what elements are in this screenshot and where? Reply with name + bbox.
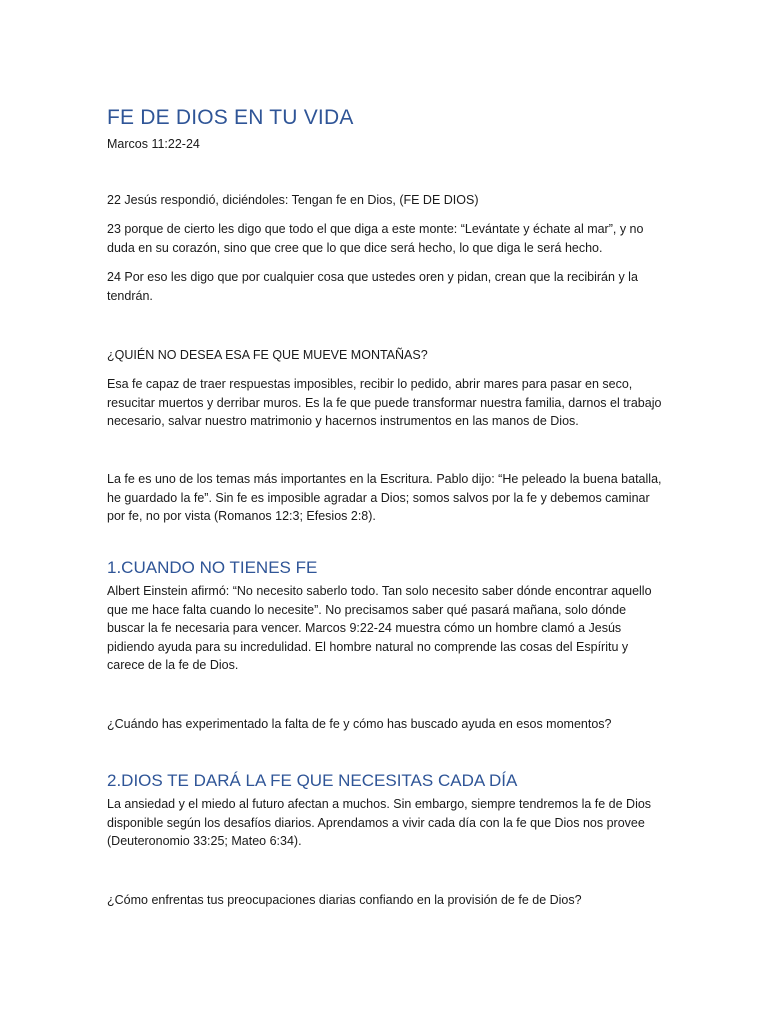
verse-24: 24 Por eso les digo que por cualquier cosa que ustedes oren y pidan, crean que la recibirán y la tendrán. — [107, 270, 638, 303]
scripture-reference: Marcos 11:22-24 — [107, 137, 200, 151]
section-body: Albert Einstein afirmó: “No necesito saberlo todo. Tan solo necesito saber dónde encontrar aquello que me hace falta cuando lo necesite”. No precisamos saber qué pasará mañana, solo dónde buscar la fe necesaria para vencer. Marcos 9:22-24 muestra cómo un hombre clamó a Jesús pidiendo ayuda para su incredulidad. El hombre natural no comprende las cosas del Espíritu y carece de la fe de Dios. — [107, 584, 652, 672]
section-question: ¿Cómo enfrentas tus preocupaciones diarias confiando en la provisión de fe de Dios? — [107, 893, 582, 907]
section-question: ¿Cuándo has experimentado la falta de fe y cómo has buscado ayuda en esos momentos? — [107, 717, 612, 731]
section-heading: 2.DIOS TE DARÁ LA FE QUE NECESITAS CADA DÍA — [107, 771, 518, 790]
verse-23: 23 porque de cierto les digo que todo el que diga a este monte: “Levántate y échate al mar”, y no duda en su corazón, sino que cree que lo que dice será hecho, lo que diga le será hecho. — [107, 222, 644, 255]
intro-paragraph: La fe es uno de los temas más importantes en la Escritura. Pablo dijo: “He peleado la buena batalla, he guardado la fe”. Sin fe es imposible agradar a Dios; somos salvos por la fe y debemos caminar por fe, no por vista (Romanos 12:3; Efesios 2:8). — [107, 472, 662, 523]
verse-22: 22 Jesús respondió, diciéndoles: Tengan fe en Dios, (FE DE DIOS) — [107, 193, 479, 207]
section-body: La ansiedad y el miedo al futuro afectan a muchos. Sin embargo, siempre tendremos la fe de Dios disponible según los desafíos diarios. Aprendamos a vivir cada día con la fe que Dios nos provee (Deuteronomio 33:25; Mateo 6:34). — [107, 797, 652, 848]
section-heading: 1.CUANDO NO TIENES FE — [107, 558, 318, 577]
page-title: FE DE DIOS EN TU VIDA — [107, 106, 354, 129]
intro-question: ¿QUIÉN NO DESEA ESA FE QUE MUEVE MONTAÑAS? — [107, 348, 428, 362]
intro-paragraph: Esa fe capaz de traer respuestas imposibles, recibir lo pedido, abrir mares para pasar en seco, resucitar muertos y derribar muros. Es la fe que puede transformar nuestra familia, darnos el trabajo necesario, salvar nuestro matrimonio y hacernos instrumentos en las manos de Dios. — [107, 377, 662, 428]
